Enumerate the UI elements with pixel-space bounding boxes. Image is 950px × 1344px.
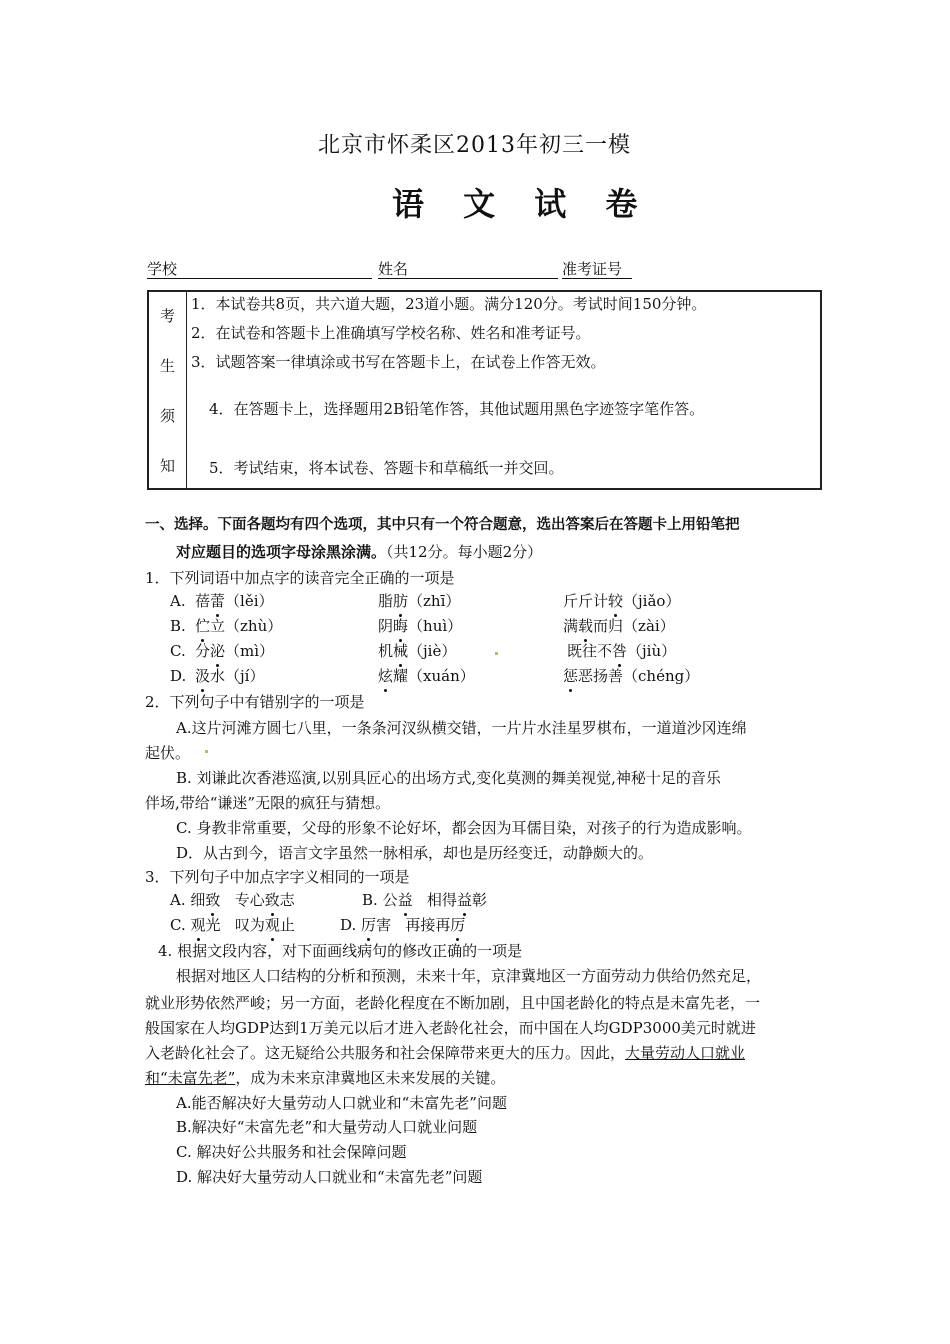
q1-word: 伫立（zhù） xyxy=(195,617,283,635)
emphasis-dot-char: 械 xyxy=(393,642,409,660)
emphasis-dot-char: 肪 xyxy=(393,592,409,610)
q1-word: 满载而归（zài） xyxy=(563,617,675,635)
emphasis-dot-char: 较 xyxy=(608,592,624,610)
q2-option-b: B. 刘谦此次香港巡演,以别具匠心的出场方式,变化莫测的舞美视觉,神秘十足的音乐 xyxy=(176,769,721,787)
q3-option: A. 细致 专心致志 xyxy=(170,891,295,909)
q4-option-d: D. 解决好大量劳动人口就业和“未富先老”问题 xyxy=(176,1168,483,1186)
q3-option: D. 厉害 再接再厉 xyxy=(340,916,466,934)
name-blank[interactable] xyxy=(378,278,558,279)
underlined-sentence: 大量劳动人口就业 xyxy=(625,1044,746,1062)
q4-option-c: C. 解决好公共服务和社会保障问题 xyxy=(176,1143,407,1161)
q3-option: C. 观光 叹为观止 xyxy=(170,916,295,934)
q1-word: 脂肪（zhī） xyxy=(378,592,461,610)
section1-heading-cont xyxy=(176,542,542,562)
emphasis-dot-char: 汲 xyxy=(195,667,211,685)
emphasis-dot-char: 伫 xyxy=(195,617,211,635)
q4-passage-line: 根据对地区人口结构的分析和预测，未来十年，京津冀地区一方面劳动力供给仍然充足， xyxy=(176,967,762,985)
emphasis-dot-char: 载 xyxy=(578,617,594,635)
q1-word: 阴晦（huì） xyxy=(378,617,463,635)
q4-stem: 4. 根据文段内容，对下面画线病句的修改正确的一项是 xyxy=(158,942,523,960)
notice-side-label-4: 知 xyxy=(160,457,176,475)
q1-word: 蓓蕾（lěi） xyxy=(195,592,274,610)
section1-heading: 一、选择。下面各题均有四个选项，其中只有一个符合题意，选出答案后在答题卡上用铅笔把 xyxy=(145,517,740,533)
q2-stem: 2．下列句子中有错别字的一项是 xyxy=(145,693,365,711)
q1-word: 汲水（jí） xyxy=(195,667,265,685)
name-label: 姓名 xyxy=(378,260,409,278)
exam-id-blank[interactable] xyxy=(562,278,632,279)
q1-stem: 1．下列词语中加点字的读音完全正确的一项是 xyxy=(145,569,455,587)
notice-item: 2．在试卷和答题卡上准确填写学校名称、姓名和准考证号。 xyxy=(191,324,591,342)
q2-option-b-cont: 伴场,带给“谦迷”无限的疯狂与猜想。 xyxy=(145,794,391,812)
scan-speck xyxy=(495,652,498,655)
q3-option: B. 公益 相得益彰 xyxy=(362,891,487,909)
paper-subject-title: 语 文 试 卷 xyxy=(392,185,652,223)
q2-option-d: D．从古到今，语言文字虽然一脉相承，却也是历经变迁，动静颇大的。 xyxy=(176,844,654,862)
q4-passage-line: 和“未富先老”，成为未来京津冀地区未来发展的关键。 xyxy=(145,1069,506,1087)
notice-item: 3．试题答案一律填涂或书写在答题卡上，在试卷上作答无效。 xyxy=(191,353,606,371)
notice-side-label-2: 生 xyxy=(160,357,176,375)
emphasis-dot-char: 致 xyxy=(264,891,280,909)
q3-stem: 3．下列句子中加点字字义相同的一项是 xyxy=(145,868,410,886)
q1-word: 惩恶扬善（chéng） xyxy=(563,667,700,685)
emphasis-dot-char: 观 xyxy=(190,916,206,934)
q4-option-a: A.能否解决好大量劳动人口就业和“未富先老”问题 xyxy=(176,1094,507,1112)
q1-word: 炫耀（xuán） xyxy=(378,667,475,685)
q2-option-a: A.这片河滩方圆七八里，一条条河汊纵横交错，一片片水洼星罗棋布，一道道沙冈连绵 xyxy=(176,719,747,737)
emphasis-dot-char: 观 xyxy=(264,916,280,934)
school-blank[interactable] xyxy=(147,278,372,279)
notice-item: 1．本试卷共8页，共六道大题，23道小题。满分120分。考试时间150分钟。 xyxy=(191,295,707,313)
q4-passage-line: 般国家在人均GDP达到1万美元以后才进入老龄化社会，而中国在人均GDP3000美元时就进 xyxy=(145,1019,756,1037)
scan-speck xyxy=(205,750,208,753)
notice-item: 4．在答题卡上，选择题用2B铅笔作答，其他试题用黑色字迹签字笔作答。 xyxy=(209,400,705,418)
emphasis-dot-char: 晦 xyxy=(393,617,409,635)
notice-item: 5．考试结束，将本试卷、答题卡和草稿纸一并交回。 xyxy=(209,459,564,477)
section1-instruction: 对应题目的选项字母涂黑涂满。 xyxy=(176,543,387,561)
emphasis-dot-char: 益 xyxy=(397,891,413,909)
q1-word: 机械（jiè） xyxy=(378,642,457,660)
emphasis-dot-char: 益 xyxy=(456,891,472,909)
exam-id-label: 准考证号 xyxy=(562,260,623,278)
emphasis-dot-char: 厉 xyxy=(361,916,377,934)
emphasis-dot-char: 致 xyxy=(205,891,221,909)
q2-option-a-cont: 起伏。 xyxy=(145,744,191,762)
q1-option-letter: A. xyxy=(170,592,186,610)
notice-side-label-1: 考 xyxy=(160,307,176,325)
underlined-sentence: 和“未富先老” xyxy=(145,1069,236,1087)
notice-divider xyxy=(186,290,187,490)
q1-option-letter: D. xyxy=(170,667,187,685)
q2-option-c: C. 身教非常重要，父母的形象不论好坏，都会因为耳儒目染，对孩子的行为造成影响。 xyxy=(176,819,752,837)
q4-passage-line: 就业形势依然严峻；另一方面，老龄化程度在不断加剧，且中国老龄化的特点是未富先老，一 xyxy=(145,994,761,1012)
emphasis-dot-char: 炫 xyxy=(378,667,394,685)
q4-passage-line: 入老龄化社会了。这无疑给公共服务和社会保障带来更大的压力。因此，大量劳动人口就业 xyxy=(145,1044,746,1062)
q1-option-letter: B. xyxy=(170,617,186,635)
school-label: 学校 xyxy=(147,260,178,278)
q1-word: 斤斤计较（jiǎo） xyxy=(563,592,681,610)
emphasis-dot-char: 厉 xyxy=(450,916,466,934)
q1-word: 分泌（mì） xyxy=(195,642,275,660)
emphasis-dot-char: 咎 xyxy=(612,642,628,660)
notice-side-label-3: 须 xyxy=(160,407,176,425)
emphasis-dot-char: 泌 xyxy=(210,642,226,660)
q1-word: 既往不咎（jiù） xyxy=(567,642,677,660)
emphasis-dot-char: 蕾 xyxy=(210,592,226,610)
emphasis-dot-char: 惩 xyxy=(563,667,579,685)
section1-score: （共12分。每小题2分） xyxy=(386,543,543,561)
q4-option-b: B.解决好“未富先老”和大量劳动人口就业问题 xyxy=(176,1118,478,1136)
q1-option-letter: C. xyxy=(170,642,186,660)
exam-title: 北京市怀柔区2013年初三一模 xyxy=(318,133,631,158)
